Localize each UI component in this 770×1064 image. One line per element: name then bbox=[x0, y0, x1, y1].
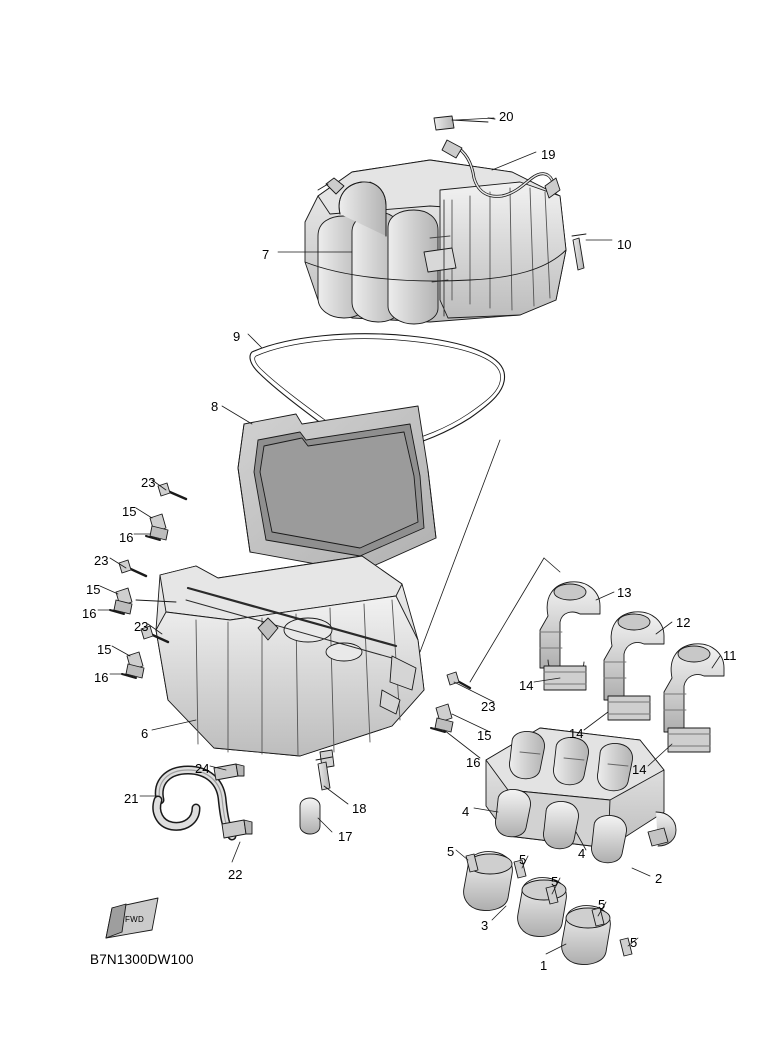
callout-16-b: 16 bbox=[82, 606, 97, 621]
callout-2: 2 bbox=[655, 871, 663, 886]
callout-23-c: 23 bbox=[134, 619, 149, 634]
callout-9: 9 bbox=[233, 329, 241, 344]
callout-5-d: 5 bbox=[598, 897, 606, 912]
callout-23-a: 23 bbox=[141, 475, 156, 490]
callout-6: 6 bbox=[141, 726, 149, 741]
callout-14-b: 14 bbox=[569, 726, 584, 741]
callout-3: 3 bbox=[481, 918, 489, 933]
callout-5-c: 5 bbox=[551, 874, 559, 889]
callout-23-b: 23 bbox=[94, 553, 109, 568]
callout-14-c: 14 bbox=[632, 762, 647, 777]
callout-13: 13 bbox=[617, 585, 632, 600]
callout-18: 18 bbox=[352, 801, 367, 816]
callout-1: 1 bbox=[540, 958, 548, 973]
callout-15-c: 15 bbox=[97, 642, 112, 657]
callout-22: 22 bbox=[228, 867, 243, 882]
callout-5-e: 5 bbox=[630, 935, 638, 950]
callout-8: 8 bbox=[211, 399, 219, 414]
callout-16-a: 16 bbox=[119, 530, 134, 545]
callout-24: 24 bbox=[195, 761, 210, 776]
callout-20: 20 bbox=[499, 109, 514, 124]
diagram-part-code: B7N1300DW100 bbox=[90, 952, 194, 967]
callout-4-b: 4 bbox=[578, 846, 586, 861]
callout-7: 7 bbox=[262, 247, 270, 262]
callout-16-c: 16 bbox=[94, 670, 109, 685]
callout-19: 19 bbox=[541, 147, 556, 162]
callout-17: 17 bbox=[338, 829, 353, 844]
callout-15-a: 15 bbox=[122, 504, 137, 519]
callout-15-d: 15 bbox=[477, 728, 492, 743]
fwd-direction-label: FWD bbox=[125, 915, 145, 924]
callout-23-d: 23 bbox=[481, 699, 496, 714]
callout-12: 12 bbox=[676, 615, 691, 630]
callout-5-a: 5 bbox=[447, 844, 455, 859]
callout-16-d: 16 bbox=[466, 755, 481, 770]
callout-14-a: 14 bbox=[519, 678, 534, 693]
callout-10: 10 bbox=[617, 237, 632, 252]
callout-5-b: 5 bbox=[519, 852, 527, 867]
callout-21: 21 bbox=[124, 791, 139, 806]
callout-11: 11 bbox=[723, 648, 737, 663]
callout-15-b: 15 bbox=[86, 582, 101, 597]
callout-4-a: 4 bbox=[462, 804, 470, 819]
